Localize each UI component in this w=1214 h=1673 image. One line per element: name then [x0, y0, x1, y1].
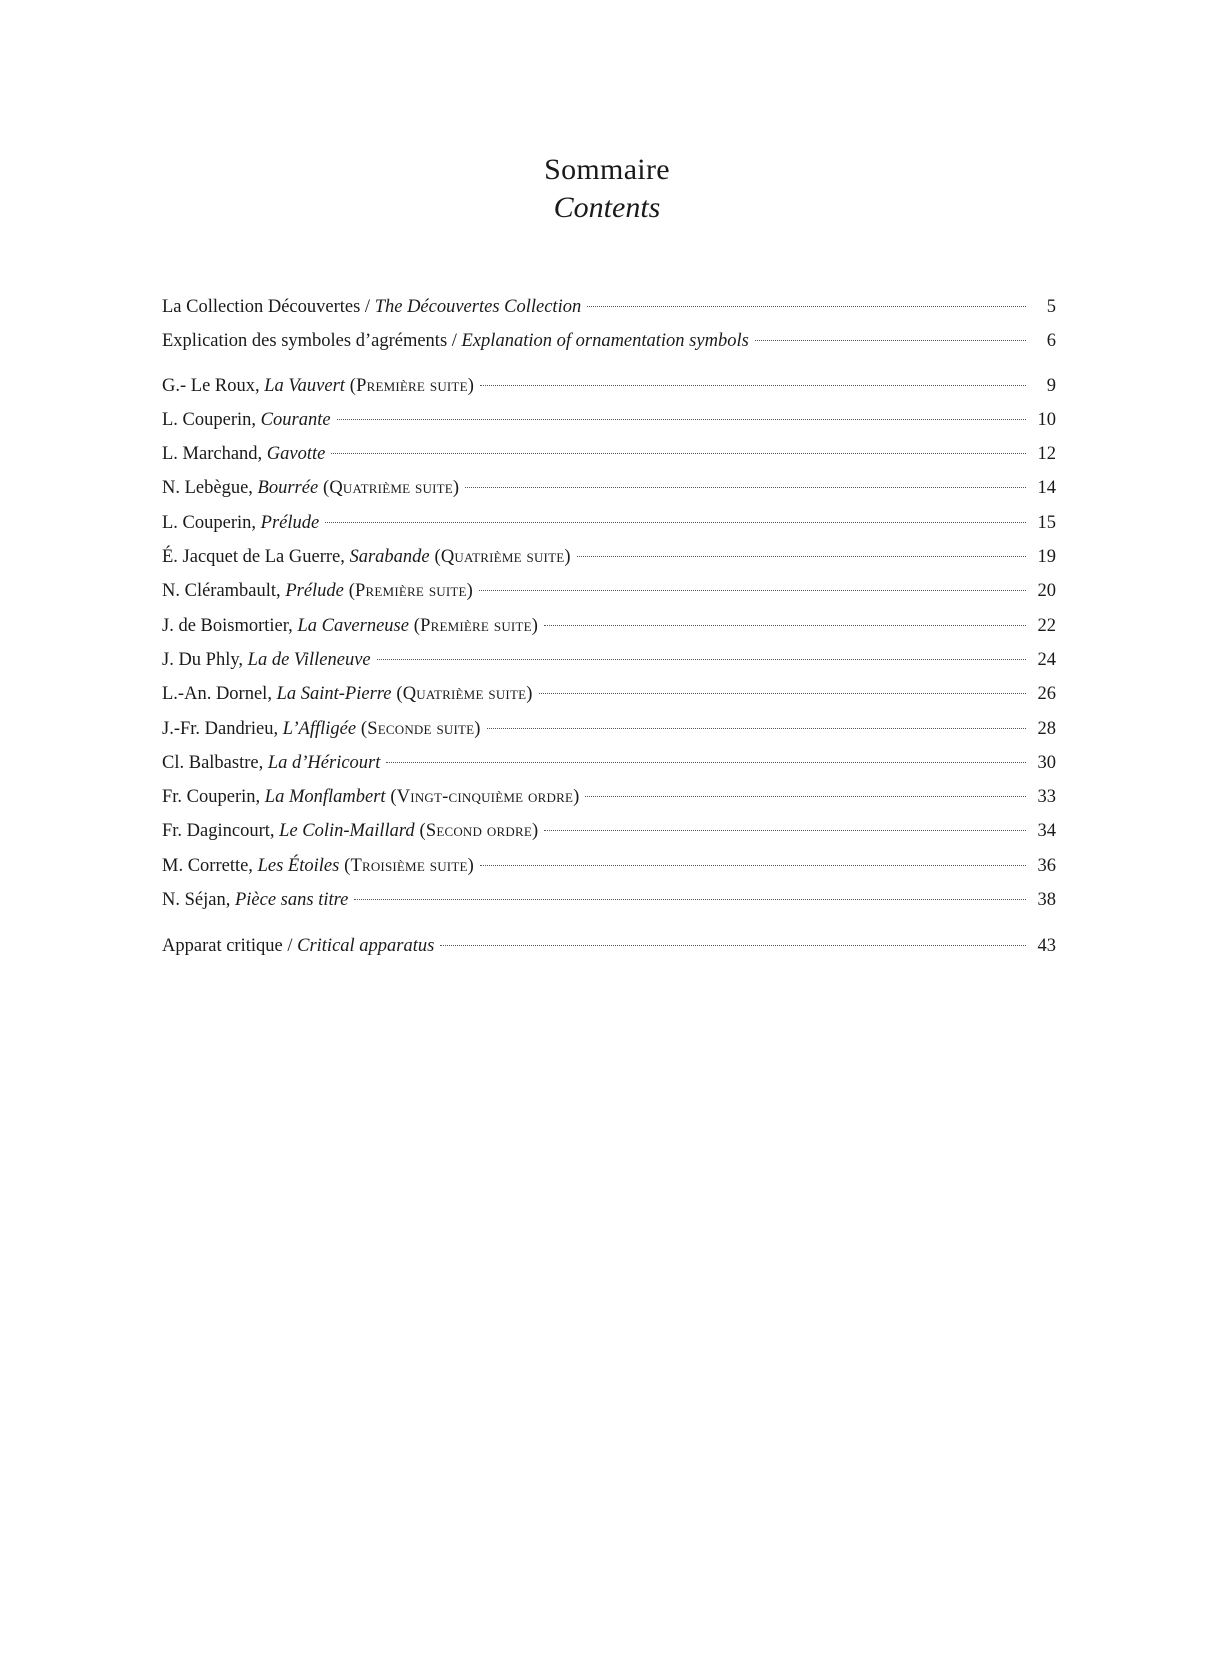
toc-entry[interactable]	[162, 746, 1056, 780]
entry-work-title: Critical apparatus	[297, 936, 435, 957]
toc-entry[interactable]	[162, 324, 1056, 358]
page-number: 10	[1037, 409, 1056, 430]
toc-entry[interactable]	[162, 883, 1056, 917]
entry-work-title: Sarabande	[349, 547, 430, 568]
title-english: Contents	[553, 191, 661, 224]
toc-entry[interactable]	[162, 677, 1056, 711]
toc-section	[162, 290, 1056, 359]
page-number: 12	[1037, 444, 1056, 465]
entry-work-title: La d’Héricourt	[267, 752, 381, 773]
entry-work-title: La Caverneuse	[297, 615, 409, 636]
toc-entry-title	[162, 929, 434, 963]
entry-work-title: Pièce sans titre	[234, 890, 349, 911]
toc-entry-title	[162, 540, 571, 574]
page-number: 14	[1037, 478, 1056, 499]
page-number: 22	[1037, 615, 1056, 636]
entry-work-title: La Monflambert	[264, 787, 386, 808]
page-number: 28	[1037, 718, 1056, 739]
entry-work-title: Le Colin-Maillard	[279, 821, 415, 842]
toc-entry[interactable]	[162, 403, 1056, 437]
toc-entry[interactable]	[162, 290, 1056, 324]
dot-leader	[325, 522, 1026, 523]
toc-entry-title	[162, 471, 459, 505]
toc-entry-title	[162, 712, 481, 746]
page-number: 30	[1037, 752, 1056, 773]
dot-leader	[585, 796, 1026, 797]
toc-entry[interactable]	[162, 712, 1056, 746]
contents-heading	[0, 152, 1214, 226]
entry-suite: (Quatrième suite)	[429, 547, 571, 568]
toc-entry[interactable]	[162, 609, 1056, 643]
dot-leader	[337, 419, 1026, 420]
toc-entry[interactable]	[162, 849, 1056, 883]
entry-author: Cl. Balbastre,	[162, 752, 268, 773]
page-number: 15	[1037, 512, 1056, 533]
dot-leader	[544, 625, 1026, 626]
toc-entry-title	[162, 883, 348, 917]
dot-leader	[544, 830, 1026, 831]
toc-section	[162, 369, 1056, 918]
entry-suite: (Second ordre)	[414, 821, 539, 842]
entry-work-title: Courante	[260, 409, 331, 430]
entry-suite: (Quatrième suite)	[391, 684, 533, 705]
entry-work-title: Explanation of ornamentation symbols	[461, 331, 749, 352]
page-number: 9	[1046, 375, 1056, 396]
dot-leader	[755, 340, 1026, 341]
entry-work-title: La Vauvert	[264, 375, 345, 396]
entry-work-title: Prélude	[285, 581, 344, 602]
toc-entry-title	[162, 506, 319, 540]
dot-leader	[465, 487, 1026, 488]
entry-author: J. de Boismortier,	[162, 615, 298, 636]
toc-entry-title	[162, 746, 380, 780]
page-number: 20	[1037, 581, 1056, 602]
toc-section	[162, 929, 1056, 963]
entry-work-title: Bourrée	[257, 478, 319, 499]
toc-entry[interactable]	[162, 780, 1056, 814]
entry-suite: (Troisième suite)	[339, 855, 474, 876]
dot-leader	[331, 453, 1026, 454]
toc-entry[interactable]	[162, 369, 1056, 403]
entry-work-title: The Découvertes Collection	[374, 297, 582, 317]
toc-entry[interactable]	[162, 437, 1056, 471]
entry-author: L. Couperin,	[162, 512, 261, 533]
dot-leader	[539, 693, 1026, 694]
entry-suite: (Première suite)	[343, 581, 474, 602]
entry-author: J. Du Phly,	[162, 649, 248, 670]
toc-entry-title	[162, 780, 579, 814]
toc-entry[interactable]	[162, 643, 1056, 677]
entry-suite: (Première suite)	[344, 375, 475, 396]
toc-entry[interactable]	[162, 574, 1056, 608]
entry-author: N. Séjan,	[162, 890, 235, 911]
entry-author: Explication des symboles d’agréments /	[162, 331, 462, 352]
entry-author: N. Clérambault,	[162, 581, 286, 602]
dot-leader	[480, 385, 1026, 386]
page-number: 24	[1037, 649, 1056, 670]
dot-leader	[386, 762, 1026, 763]
toc-entry[interactable]	[162, 929, 1056, 963]
page-number: 5	[1046, 297, 1056, 317]
toc-entry-title	[162, 814, 538, 848]
dot-leader	[377, 659, 1026, 660]
table-of-contents	[162, 290, 1056, 964]
page-number: 19	[1037, 547, 1056, 568]
toc-entry-title	[162, 403, 331, 437]
entry-author: L.-An. Dornel,	[162, 684, 277, 705]
entry-suite: (Quatrième suite)	[318, 478, 460, 499]
entry-author: Fr. Dagincourt,	[162, 821, 280, 842]
entry-author: J.-Fr. Dandrieu,	[162, 718, 283, 739]
entry-author: G.- Le Roux,	[162, 375, 265, 396]
entry-author: É. Jacquet de La Guerre,	[162, 547, 350, 568]
dot-leader	[587, 306, 1026, 307]
entry-work-title: Les Étoiles	[257, 855, 340, 876]
entry-author: Apparat critique /	[162, 936, 298, 957]
toc-entry-title	[162, 290, 581, 324]
toc-entry[interactable]	[162, 471, 1056, 505]
toc-entry-title	[162, 643, 371, 677]
dot-leader	[487, 728, 1026, 729]
toc-entry-title	[162, 574, 473, 608]
entry-author: L. Marchand,	[162, 444, 267, 465]
toc-entry-title	[162, 677, 533, 711]
entry-suite: (Première suite)	[408, 615, 539, 636]
dot-leader	[577, 556, 1026, 557]
entry-work-title: Gavotte	[266, 444, 326, 465]
toc-entry[interactable]	[162, 506, 1056, 540]
page-number: 38	[1037, 890, 1056, 911]
entry-author: Fr. Couperin,	[162, 787, 265, 808]
entry-author: L. Couperin,	[162, 409, 261, 430]
entry-suite: (Seconde suite)	[356, 718, 481, 739]
dot-leader	[479, 590, 1026, 591]
toc-entry-title	[162, 324, 749, 358]
entry-author: N. Lebègue,	[162, 478, 258, 499]
entry-suite: (Vingt-cinquième ordre)	[385, 787, 580, 808]
dot-leader	[440, 945, 1026, 946]
toc-entry-title	[162, 369, 474, 403]
entry-work-title: L’Affligée	[282, 718, 357, 739]
page-number: 43	[1037, 936, 1056, 957]
entry-work-title: Prélude	[260, 512, 320, 533]
entry-work-title: La de Villeneuve	[247, 649, 371, 670]
page-number: 26	[1037, 684, 1056, 705]
toc-entry-title	[162, 849, 474, 883]
toc-entry[interactable]	[162, 814, 1056, 848]
page-number: 33	[1037, 787, 1056, 808]
page-number: 6	[1046, 331, 1056, 352]
toc-entry-title	[162, 609, 538, 643]
entry-author: M. Corrette,	[162, 855, 258, 876]
entry-author: La Collection Découvertes /	[162, 297, 375, 317]
entry-work-title: La Saint-Pierre	[276, 684, 392, 705]
toc-entry[interactable]	[162, 540, 1056, 574]
page-number: 34	[1037, 821, 1056, 842]
dot-leader	[354, 899, 1026, 900]
page-number: 36	[1037, 855, 1056, 876]
dot-leader	[480, 865, 1026, 866]
title-french: Sommaire	[544, 153, 670, 186]
toc-entry-title	[162, 437, 325, 471]
